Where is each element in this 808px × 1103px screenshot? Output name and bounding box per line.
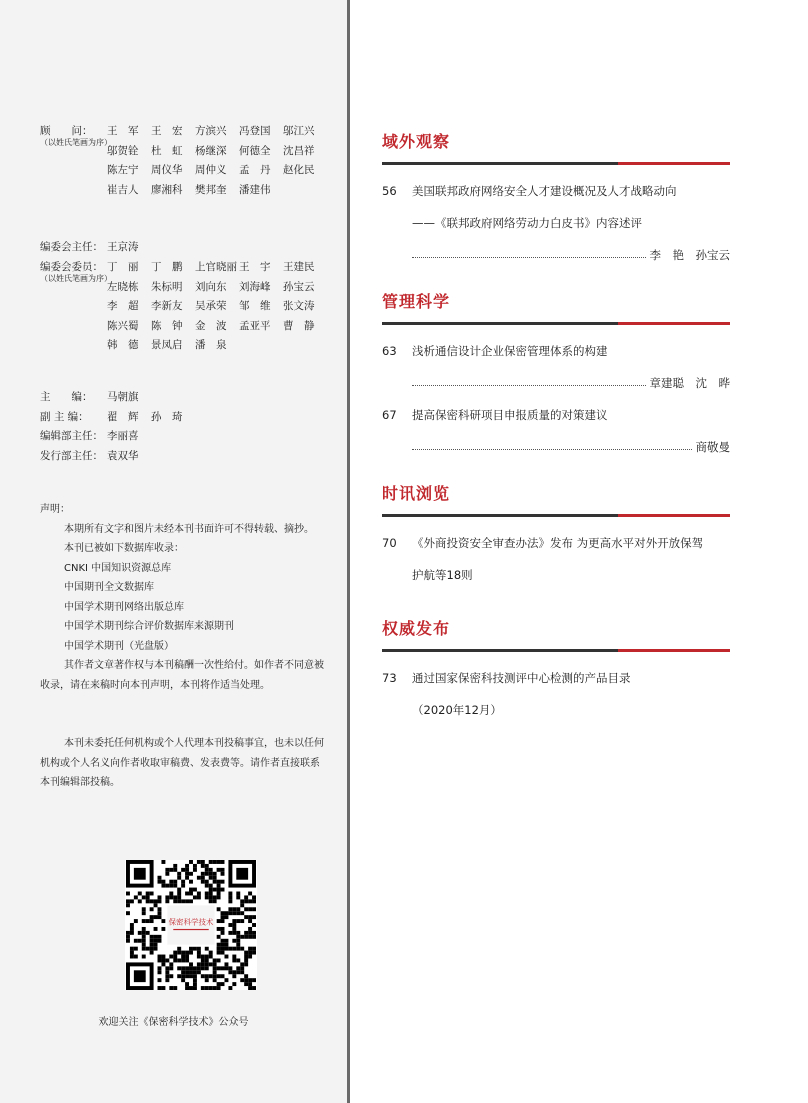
staff-name: 李新友 <box>151 300 183 312</box>
staff-name: 左晓栋 <box>107 280 139 293</box>
staff-name: 樊邦奎 <box>195 183 227 196</box>
notice-p3: 其作者文章著作权与本刊稿酬一次性给付。如作者不同意被收录，请在来稿时向本刊声明，本刊将作适当处理。 <box>40 660 324 691</box>
staff-name: 孟 丹 <box>239 164 271 176</box>
staff-committee-chief <box>40 238 337 258</box>
notice-title: 声明： <box>40 504 70 515</box>
staff-name: 丁 鹏 <box>151 261 183 273</box>
toc-page-number: 67 <box>382 408 397 422</box>
staff-name: 孟亚平 <box>239 319 271 332</box>
staff-name: 周仪华 <box>151 164 183 176</box>
committee-chief-names <box>107 238 337 258</box>
toc-article-subtitle: ——《联邦政府网络劳动力白皮书》内容述评 <box>412 216 642 230</box>
database-item: 中国学术期刊网络出版总库 <box>64 601 184 613</box>
editorial-director-names <box>107 427 337 447</box>
staff-name: 刘向东 <box>195 280 227 293</box>
section-rule-accent <box>618 322 730 325</box>
toc-section <box>382 482 730 591</box>
toc-article-title: 美国联邦政府网络安全人才建设概况及人才战略动向 <box>412 184 677 198</box>
toc-page-number: 70 <box>382 536 397 550</box>
section-rule-accent <box>618 649 730 652</box>
committee-chief-label: 编委会主任： <box>40 241 103 253</box>
staff-name: 曹 静 <box>283 319 315 332</box>
committee-members-note: （以姓氏笔画为序） <box>40 273 112 283</box>
qr-code-graphic <box>125 860 257 990</box>
staff-name: 沈昌祥 <box>283 144 315 157</box>
staff-name: 邬江兴 <box>283 125 315 137</box>
staff-name: 金 波 <box>195 319 227 332</box>
toc-section <box>382 617 730 726</box>
distribution-director-label: 发行部主任： <box>40 449 103 462</box>
qr-center-text: 保密科学技术 <box>168 917 214 927</box>
staff-name: 邹 维 <box>239 300 271 312</box>
staff-name: 王京涛 <box>107 241 139 253</box>
toc-article-subtitle: 护航等18则 <box>412 568 473 582</box>
database-item: CNKI 中国知识资源总库 <box>64 562 172 574</box>
staff-name: 丁 丽 <box>107 261 139 273</box>
deputy-editors-names <box>107 408 337 428</box>
toc-article-subtitle: （2020年12月） <box>412 703 502 717</box>
staff-name: 杨继深 <box>195 144 227 157</box>
section-rule <box>382 514 730 517</box>
toc-entry[interactable] <box>382 399 730 463</box>
deputy-editors-label: 副 主 编： <box>40 410 89 423</box>
section-rule-accent <box>618 162 730 165</box>
staff-name: 邬贺铨 <box>107 144 139 157</box>
toc-page-number: 56 <box>382 184 397 198</box>
section-title: 权威发布 <box>382 619 451 638</box>
toc-entry[interactable] <box>382 335 730 399</box>
staff-name: 王 军 <box>107 125 139 137</box>
staff-name: 潘建伟 <box>239 183 271 196</box>
staff-name: 朱标明 <box>151 280 183 293</box>
staff-name: 杜 虹 <box>151 144 183 157</box>
staff-name: 方滨兴 <box>195 125 227 137</box>
toc-authors: 章建聪 沈 晔 <box>649 376 730 390</box>
staff-name: 韩 德 <box>107 339 139 351</box>
staff-name: 陈左宁 <box>107 164 139 176</box>
staff-name: 李丽喜 <box>107 430 139 442</box>
toc-page-number: 73 <box>382 671 397 685</box>
notice-p1: 本期所有文字和图片未经本刊书面许可不得转载、摘抄。 <box>64 523 314 535</box>
toc-authors: 商敬曼 <box>695 440 730 454</box>
notice-block <box>40 500 325 793</box>
staff-name: 吴承荣 <box>195 300 227 312</box>
editor-in-chief-names <box>107 388 337 408</box>
committee-members-names <box>107 258 337 356</box>
toc-section <box>382 290 730 463</box>
distribution-director-names <box>107 447 337 467</box>
dot-leader <box>412 449 692 450</box>
staff-name: 李 超 <box>107 300 139 312</box>
staff-name: 孙 琦 <box>151 410 183 423</box>
toc-entry[interactable] <box>382 662 730 726</box>
staff-name: 赵化民 <box>283 164 315 176</box>
staff-editors <box>40 388 337 466</box>
staff-name: 王 宏 <box>151 125 183 137</box>
database-list <box>40 559 325 657</box>
staff-name: 潘 泉 <box>195 339 227 351</box>
section-title: 时讯浏览 <box>382 484 451 503</box>
staff-committee-members <box>40 258 337 356</box>
committee-members-label: 编委会委员： <box>40 261 103 273</box>
toc-section <box>382 130 730 271</box>
editor-in-chief-label: 主 编： <box>40 391 93 403</box>
section-rule <box>382 322 730 325</box>
staff-name: 刘海峰 <box>239 280 271 293</box>
staff-name: 陈 钟 <box>151 319 183 332</box>
section-rule <box>382 649 730 652</box>
notice-p2: 本刊已被如下数据库收录： <box>64 543 184 554</box>
dot-leader <box>412 257 646 258</box>
section-title: 域外观察 <box>382 132 451 151</box>
section-rule <box>382 162 730 165</box>
section-rule-accent <box>618 514 730 517</box>
staff-name: 景凤启 <box>151 339 183 351</box>
toc-authors: 李 艳 孙宝云 <box>649 248 730 262</box>
staff-name: 上官晓丽 <box>195 261 237 273</box>
staff-name: 周仲义 <box>195 164 227 176</box>
staff-name: 翟 辉 <box>107 410 139 423</box>
staff-name: 崔吉人 <box>107 183 139 196</box>
qr-caption: 欢迎关注《保密科学技术》公众号 <box>98 1017 249 1028</box>
toc-article-title: 通过国家保密科技测评中心检测的产品目录 <box>412 671 631 685</box>
staff-name: 冯登国 <box>239 125 271 137</box>
staff-name: 陈兴蜀 <box>107 319 139 332</box>
toc-page-number: 63 <box>382 344 397 358</box>
editorial-director-label: 编辑部主任： <box>40 430 103 442</box>
database-item: 中国期刊全文数据库 <box>64 582 154 593</box>
toc-article-title: 提高保密科研项目申报质量的对策建议 <box>412 408 608 422</box>
toc-entry[interactable] <box>382 527 730 591</box>
advisors-label: 顾 问： <box>40 125 93 137</box>
staff-name: 廖湘科 <box>151 183 183 196</box>
database-item: 中国学术期刊（光盘版） <box>64 640 174 652</box>
staff-name: 马朝旗 <box>107 391 139 403</box>
advisors-names <box>107 122 337 200</box>
staff-name: 王 宇 <box>239 261 271 273</box>
qr-code <box>125 860 257 990</box>
staff-name: 袁双华 <box>107 449 139 462</box>
toc-entry[interactable] <box>382 175 730 271</box>
staff-name: 张文涛 <box>283 300 315 312</box>
staff-advisors <box>40 122 337 200</box>
staff-name: 何德全 <box>239 144 271 157</box>
section-title: 管理科学 <box>382 292 451 311</box>
staff-name: 孙宝云 <box>283 280 315 293</box>
toc-article-title: 浅析通信设计企业保密管理体系的构建 <box>412 344 608 358</box>
notice-p4: 本刊未委托任何机构或个人代理本刊投稿事宜，也未以任何机构或个人名义向作者收取审稿费、发表费等。请作者直接联系本刊编辑部投稿。 <box>40 738 324 788</box>
database-item: 中国学术期刊综合评价数据库来源期刊 <box>64 621 234 632</box>
advisors-note: （以姓氏笔画为序） <box>40 137 112 147</box>
staff-name: 王建民 <box>283 261 315 273</box>
toc-article-title: 《外商投资安全审查办法》发布 为更高水平对外开放保驾 <box>412 536 704 550</box>
dot-leader <box>412 385 646 386</box>
